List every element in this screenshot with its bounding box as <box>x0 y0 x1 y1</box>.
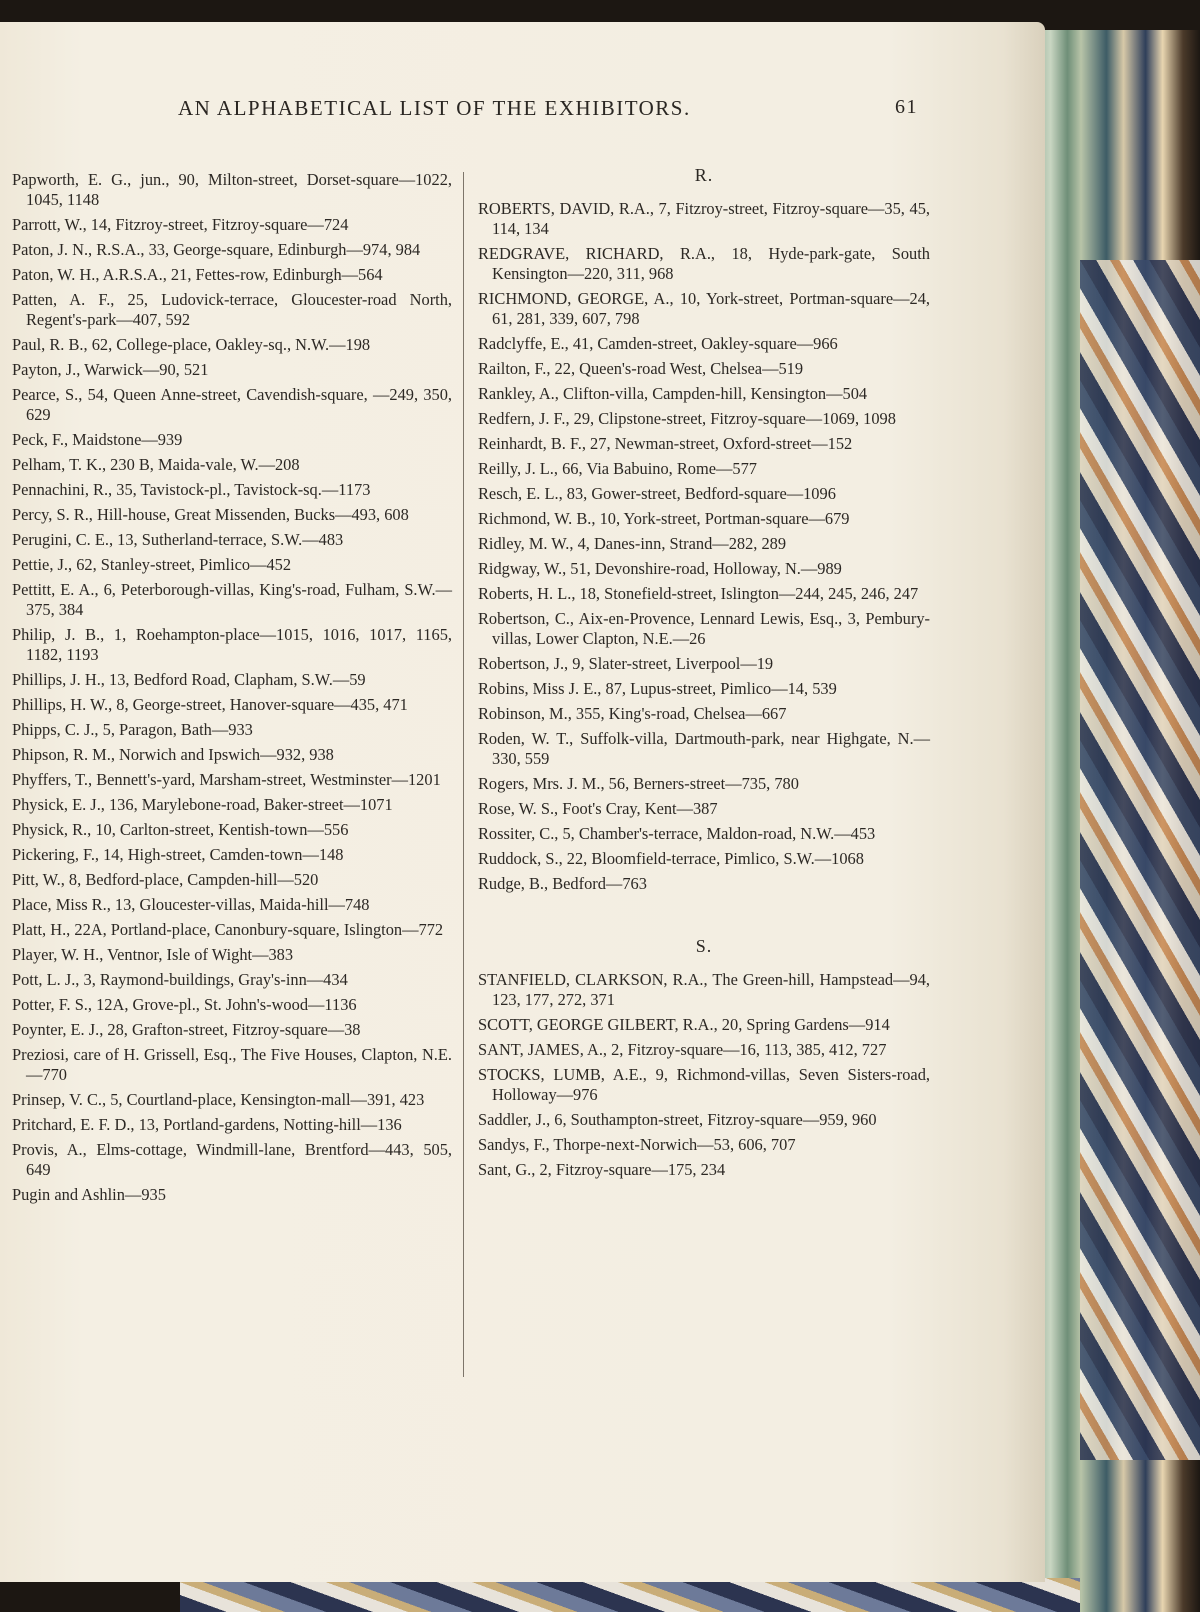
exhibitor-entry: Phipson, R. M., Norwich and Ipswich—932, 938 <box>12 745 334 764</box>
exhibitor-entry: Player, W. H., Ventnor, Isle of Wight—383 <box>12 945 294 964</box>
exhibitor-entry: Redfern, J. F., 29, Clipstone-street, Fitzroy-square—1069, 1098 <box>478 409 896 428</box>
exhibitor-entry: Physick, E. J., 136, Marylebone-road, Baker-street—1071 <box>12 795 393 814</box>
exhibitor-entry: Pritchard, E. F. D., 13, Portland-gardens, Notting-hill—136 <box>12 1115 402 1134</box>
exhibitor-entry: Rudge, B., Bedford—763 <box>478 874 647 893</box>
marbled-edge <box>1080 260 1200 1460</box>
exhibitor-entry: Robins, Miss J. E., 87, Lupus-street, Pimlico—14, 539 <box>478 679 837 698</box>
exhibitor-entry: SANT, JAMES, A., 2, Fitzroy-square—16, 113, 385, 412, 727 <box>478 1040 887 1059</box>
exhibitor-entry: Pettie, J., 62, Stanley-street, Pimlico—452 <box>12 555 292 574</box>
exhibitor-entry: Radclyffe, E., 41, Camden-street, Oakley-square—966 <box>478 334 838 353</box>
s-entries <box>478 970 930 1180</box>
marbled-bottom-edge <box>180 1578 1080 1612</box>
book-page <box>0 22 1045 1582</box>
exhibitor-entry: Poynter, E. J., 28, Grafton-street, Fitzroy-square—38 <box>12 1020 361 1039</box>
exhibitor-entry: Robertson, J., 9, Slater-street, Liverpool—19 <box>478 654 774 673</box>
exhibitor-entry: REDGRAVE, RICHARD, R.A., 18, Hyde-park-gate, South Kensington—220, 311, 968 <box>478 244 930 283</box>
exhibitor-entry: Robinson, M., 355, King's-road, Chelsea—667 <box>478 704 787 723</box>
exhibitor-entry: Place, Miss R., 13, Gloucester-villas, Maida-hill—748 <box>12 895 370 914</box>
exhibitor-entry: Roberts, H. L., 18, Stonefield-street, Islington—244, 245, 246, 247 <box>478 584 919 603</box>
exhibitor-entry: Payton, J., Warwick—90, 521 <box>12 360 209 379</box>
exhibitor-entry: Pennachini, R., 35, Tavistock-pl., Tavistock-sq.—1173 <box>12 480 371 499</box>
exhibitor-entry: Provis, A., Elms-cottage, Windmill-lane, Brentford—443, 505, 649 <box>12 1140 452 1179</box>
exhibitor-entry: STOCKS, LUMB, A.E., 9, Richmond-villas, Seven Sisters-road, Holloway—976 <box>478 1065 930 1104</box>
section-heading-s: S. <box>695 936 713 956</box>
exhibitor-entry: Phipps, C. J., 5, Paragon, Bath—933 <box>12 720 253 739</box>
right-column <box>478 165 930 1185</box>
exhibitor-entry: Parrott, W., 14, Fitzroy-street, Fitzroy-square—724 <box>12 215 349 234</box>
exhibitor-entry: Rose, W. S., Foot's Cray, Kent—387 <box>478 799 718 818</box>
exhibitor-entry: Papworth, E. G., jun., 90, Milton-street, Dorset-square—1022, 1045, 1148 <box>12 170 452 209</box>
exhibitor-entry: Potter, F. S., 12A, Grove-pl., St. John's-wood—1136 <box>12 995 357 1014</box>
exhibitor-entry: Rogers, Mrs. J. M., 56, Berners-street—735, 780 <box>478 774 799 793</box>
exhibitor-entry: Pott, L. J., 3, Raymond-buildings, Gray's-inn—434 <box>12 970 348 989</box>
r-entries <box>478 199 930 894</box>
exhibitor-entry: Reilly, J. L., 66, Via Babuino, Rome—577 <box>478 459 758 478</box>
exhibitor-entry: Prinsep, V. C., 5, Courtland-place, Kensington-mall—391, 423 <box>12 1090 425 1109</box>
exhibitor-entry: Phillips, H. W., 8, George-street, Hanover-square—435, 471 <box>12 695 408 714</box>
exhibitor-entry: Percy, S. R., Hill-house, Great Missenden, Bucks—493, 608 <box>12 505 409 524</box>
page-title: AN ALPHABETICAL LIST OF THE EXHIBITORS. <box>178 96 691 120</box>
exhibitor-entry: Paul, R. B., 62, College-place, Oakley-sq., N.W.—198 <box>12 335 371 354</box>
exhibitor-entry: Ridgway, W., 51, Devonshire-road, Holloway, N.—989 <box>478 559 842 578</box>
exhibitor-entry: Pettitt, E. A., 6, Peterborough-villas, King's-road, Fulham, S.W.—375, 384 <box>12 580 452 619</box>
exhibitor-entry: STANFIELD, CLARKSON, R.A., The Green-hill, Hampstead—94, 123, 177, 272, 371 <box>478 970 930 1009</box>
exhibitor-entry: Pelham, T. K., 230 B, Maida-vale, W.—208 <box>12 455 300 474</box>
exhibitor-entry: Preziosi, care of H. Grissell, Esq., The Five Houses, Clapton, N.E.—770 <box>12 1045 452 1084</box>
exhibitor-entry: Rankley, A., Clifton-villa, Campden-hill, Kensington—504 <box>478 384 868 403</box>
exhibitor-entry: Paton, W. H., A.R.S.A., 21, Fettes-row, Edinburgh—564 <box>12 265 383 284</box>
exhibitor-entry: ROBERTS, DAVID, R.A., 7, Fitzroy-street, Fitzroy-square—35, 45, 114, 134 <box>478 199 930 238</box>
exhibitor-entry: Paton, J. N., R.S.A., 33, George-square, Edinburgh—974, 984 <box>12 240 421 259</box>
exhibitor-entry: Reinhardt, B. F., 27, Newman-street, Oxford-street—152 <box>478 434 853 453</box>
page-header <box>178 96 918 132</box>
exhibitor-entry: Ridley, M. W., 4, Danes-inn, Strand—282, 289 <box>478 534 787 553</box>
column-divider <box>463 172 464 1377</box>
exhibitor-entry: SCOTT, GEORGE GILBERT, R.A., 20, Spring Gardens—914 <box>478 1015 890 1034</box>
exhibitor-entry: Pugin and Ashlin—935 <box>12 1185 166 1204</box>
exhibitor-entry: Physick, R., 10, Carlton-street, Kentish-town—556 <box>12 820 349 839</box>
exhibitor-entry: Pearce, S., 54, Queen Anne-street, Cavendish-square, —249, 350, 629 <box>12 385 452 424</box>
page-number: 61 <box>895 96 918 118</box>
exhibitor-entry: Pickering, F., 14, High-street, Camden-town—148 <box>12 845 344 864</box>
exhibitor-entry: Rossiter, C., 5, Chamber's-terrace, Maldon-road, N.W.—453 <box>478 824 876 843</box>
section-heading-r: R. <box>694 165 714 185</box>
exhibitor-entry: Railton, F., 22, Queen's-road West, Chelsea—519 <box>478 359 804 378</box>
exhibitor-entry: Perugini, C. E., 13, Sutherland-terrace, S.W.—483 <box>12 530 344 549</box>
exhibitor-entry: Patten, A. F., 25, Ludovick-terrace, Gloucester-road North, Regent's-park—407, 592 <box>12 290 452 329</box>
exhibitor-entry: Pitt, W., 8, Bedford-place, Campden-hill—520 <box>12 870 319 889</box>
exhibitor-entry: Ruddock, S., 22, Bloomfield-terrace, Pimlico, S.W.—1068 <box>478 849 864 868</box>
exhibitor-entry: Philip, J. B., 1, Roehampton-place—1015, 1016, 1017, 1165, 1182, 1193 <box>12 625 452 664</box>
exhibitor-entry: Richmond, W. B., 10, York-street, Portman-square—679 <box>478 509 850 528</box>
exhibitor-entry: Robertson, C., Aix-en-Provence, Lennard Lewis, Esq., 3, Pembury-villas, Lower Clapton, N.E.—26 <box>478 609 930 648</box>
exhibitor-entry: Roden, W. T., Suffolk-villa, Dartmouth-park, near Highgate, N.—330, 559 <box>478 729 930 768</box>
exhibitor-entry: Phyffers, T., Bennett's-yard, Marsham-street, Westminster—1201 <box>12 770 441 789</box>
exhibitor-entry: Sandys, F., Thorpe-next-Norwich—53, 606, 707 <box>478 1135 796 1154</box>
exhibitor-entry: Sant, G., 2, Fitzroy-square—175, 234 <box>478 1160 726 1179</box>
exhibitor-entry: Resch, E. L., 83, Gower-street, Bedford-square—1096 <box>478 484 836 503</box>
exhibitor-entry: Phillips, J. H., 13, Bedford Road, Clapham, S.W.—59 <box>12 670 366 689</box>
exhibitor-entry: Peck, F., Maidstone—939 <box>12 430 183 449</box>
exhibitor-entry: RICHMOND, GEORGE, A., 10, York-street, Portman-square—24, 61, 281, 339, 607, 798 <box>478 289 930 328</box>
exhibitor-entry: Saddler, J., 6, Southampton-street, Fitzroy-square—959, 960 <box>478 1110 877 1129</box>
exhibitor-entry: Platt, H., 22A, Portland-place, Canonbury-square, Islington—772 <box>12 920 444 939</box>
left-column <box>12 170 452 1210</box>
